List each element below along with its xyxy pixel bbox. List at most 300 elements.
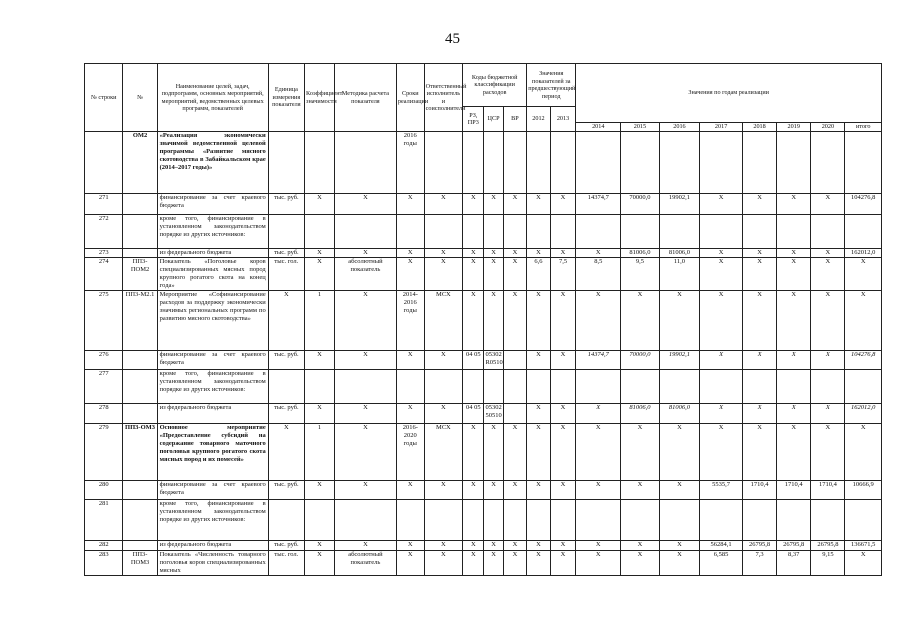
cell-year-value: X: [700, 404, 743, 424]
cell-method: X: [334, 541, 396, 551]
cell-year-value: X: [527, 551, 551, 576]
cell-year-value: X: [576, 404, 621, 424]
table-body: [85, 132, 882, 576]
cell-year-value: [621, 370, 659, 404]
cell-year-value: 26795,8: [777, 541, 811, 551]
table-row: [85, 424, 882, 481]
cell-method: [334, 500, 396, 541]
cell-year-value: X: [742, 424, 776, 481]
cell-row-no: 283: [85, 551, 123, 576]
cell-rz: [463, 370, 484, 404]
cell-term: [396, 215, 424, 249]
cell-code: [123, 481, 157, 500]
table-row: [85, 404, 882, 424]
header-name: Наименование целей, задач, подпрограмм, основных мероприятий, мероприятий, ведомственных целевых программ, показателей: [157, 64, 268, 132]
table-row: [85, 291, 882, 351]
cell-vr: [503, 500, 527, 541]
cell-coef: X: [305, 351, 335, 370]
cell-method: абсолютный показатель: [334, 258, 396, 291]
cell-rz: [463, 132, 484, 194]
cell-responsible: [424, 215, 462, 249]
cell-csr: X: [484, 424, 503, 481]
cell-csr: X: [484, 551, 503, 576]
cell-responsible: [424, 500, 462, 541]
cell-year-value: [527, 370, 551, 404]
header-year: 2014: [576, 123, 621, 132]
cell-year-value: [550, 215, 576, 249]
cell-year-value: X: [527, 404, 551, 424]
cell-year-value: [550, 370, 576, 404]
cell-year-value: [742, 370, 776, 404]
header-term: Сроки реализации: [396, 64, 424, 132]
cell-rz: X: [463, 541, 484, 551]
table-row: [85, 351, 882, 370]
cell-year-value: [742, 215, 776, 249]
cell-name: Мероприятие «Софинансирование расходов за поддержку экономически значимых региональных программ по развитию мясного скотоводства»: [157, 291, 268, 351]
cell-method: абсолютный показатель: [334, 551, 396, 576]
cell-year-value: [811, 370, 845, 404]
cell-term: 2016-2020 годы: [396, 424, 424, 481]
cell-term: [396, 370, 424, 404]
cell-year-value: [576, 132, 621, 194]
cell-year-value: X: [576, 551, 621, 576]
cell-year-value: [621, 500, 659, 541]
table-row: [85, 215, 882, 249]
cell-code: ПП3-ПОМ2: [123, 258, 157, 291]
cell-responsible: [424, 132, 462, 194]
header-year: 2013: [550, 107, 576, 132]
cell-coef: X: [305, 481, 335, 500]
cell-year-value: X: [811, 424, 845, 481]
cell-vr: X: [503, 291, 527, 351]
cell-name: финансирование за счет краевого бюджета: [157, 351, 268, 370]
cell-csr: 05302 50510: [484, 404, 503, 424]
cell-vr: X: [503, 194, 527, 215]
cell-year-value: [659, 370, 700, 404]
cell-method: X: [334, 351, 396, 370]
cell-total: 104276,8: [845, 194, 882, 215]
cell-code: ПП3-ОМ3: [123, 424, 157, 481]
cell-year-value: 14374,7: [576, 351, 621, 370]
cell-total: 104276,8: [845, 351, 882, 370]
table-row: [85, 132, 882, 194]
cell-year-value: X: [777, 194, 811, 215]
cell-code: [123, 249, 157, 258]
header-rz: РЗ, ПР3: [463, 107, 484, 132]
cell-method: [334, 215, 396, 249]
cell-responsible: X: [424, 481, 462, 500]
cell-year-value: X: [811, 194, 845, 215]
cell-vr: X: [503, 551, 527, 576]
cell-vr: [503, 351, 527, 370]
cell-year-value: [700, 132, 743, 194]
cell-year-value: X: [527, 541, 551, 551]
cell-code: [123, 194, 157, 215]
cell-vr: X: [503, 481, 527, 500]
cell-year-value: X: [621, 541, 659, 551]
cell-csr: X: [484, 249, 503, 258]
cell-coef: X: [305, 551, 335, 576]
cell-rz: X: [463, 194, 484, 215]
cell-coef: X: [305, 194, 335, 215]
cell-total: X: [845, 551, 882, 576]
cell-unit: тыс. руб.: [268, 351, 304, 370]
cell-code: [123, 215, 157, 249]
cell-year-value: [527, 132, 551, 194]
cell-year-value: X: [742, 291, 776, 351]
cell-rz: 04 05: [463, 351, 484, 370]
cell-method: X: [334, 424, 396, 481]
cell-year-value: X: [811, 258, 845, 291]
cell-term: X: [396, 551, 424, 576]
cell-responsible: X: [424, 551, 462, 576]
cell-total: [845, 215, 882, 249]
cell-year-value: 6,6: [527, 258, 551, 291]
cell-year-value: X: [659, 541, 700, 551]
cell-year-value: [527, 215, 551, 249]
cell-year-value: X: [550, 551, 576, 576]
cell-year-value: X: [659, 424, 700, 481]
cell-unit: X: [268, 424, 304, 481]
header-vr: ВР: [503, 107, 527, 132]
cell-coef: X: [305, 258, 335, 291]
cell-name: кроме того, финансирование в установленном законодательством порядке из других источников:: [157, 500, 268, 541]
cell-year-value: X: [576, 291, 621, 351]
cell-year-value: [811, 215, 845, 249]
cell-year-value: X: [550, 541, 576, 551]
cell-code: ОМ2: [123, 132, 157, 194]
cell-year-value: X: [527, 481, 551, 500]
header-code: №: [123, 64, 157, 132]
cell-year-value: X: [659, 481, 700, 500]
cell-year-value: [550, 500, 576, 541]
cell-name: финансирование за счет краевого бюджета: [157, 481, 268, 500]
cell-year-value: 11,0: [659, 258, 700, 291]
cell-year-value: X: [700, 258, 743, 291]
cell-year-value: 26795,8: [742, 541, 776, 551]
cell-code: [123, 541, 157, 551]
cell-year-value: X: [700, 424, 743, 481]
cell-year-value: X: [742, 404, 776, 424]
cell-term: X: [396, 351, 424, 370]
page-number: 45: [445, 31, 460, 47]
header-total: итого: [845, 123, 882, 132]
cell-year-value: X: [527, 424, 551, 481]
cell-year-value: X: [550, 291, 576, 351]
cell-year-value: [659, 215, 700, 249]
cell-year-value: [777, 370, 811, 404]
cell-vr: X: [503, 258, 527, 291]
cell-vr: X: [503, 541, 527, 551]
cell-year-value: X: [659, 291, 700, 351]
cell-rz: X: [463, 258, 484, 291]
cell-responsible: X: [424, 258, 462, 291]
cell-year-value: X: [527, 249, 551, 258]
cell-year-value: X: [550, 249, 576, 258]
cell-total: X: [845, 424, 882, 481]
cell-year-value: [576, 215, 621, 249]
cell-row-no: 281: [85, 500, 123, 541]
cell-year-value: [700, 370, 743, 404]
cell-coef: 1: [305, 424, 335, 481]
cell-term: X: [396, 249, 424, 258]
cell-year-value: 26795,8: [811, 541, 845, 551]
table-row: [85, 370, 882, 404]
cell-vr: [503, 370, 527, 404]
cell-total: 162012,0: [845, 404, 882, 424]
cell-year-value: X: [576, 249, 621, 258]
cell-code: [123, 351, 157, 370]
cell-year-value: X: [700, 291, 743, 351]
cell-year-value: [811, 132, 845, 194]
cell-year-value: [621, 215, 659, 249]
cell-year-value: X: [576, 481, 621, 500]
cell-row-no: 276: [85, 351, 123, 370]
cell-vr: X: [503, 249, 527, 258]
cell-unit: тыс. гол.: [268, 258, 304, 291]
cell-unit: [268, 132, 304, 194]
cell-year-value: [659, 500, 700, 541]
cell-csr: X: [484, 194, 503, 215]
table-row: [85, 551, 882, 576]
cell-term: [396, 500, 424, 541]
cell-year-value: 7,3: [742, 551, 776, 576]
cell-year-value: 81006,0: [659, 249, 700, 258]
cell-coef: 1: [305, 291, 335, 351]
cell-year-value: [576, 370, 621, 404]
cell-term: X: [396, 541, 424, 551]
cell-row-no: 274: [85, 258, 123, 291]
cell-name: финансирование за счет краевого бюджета: [157, 194, 268, 215]
cell-responsible: [424, 370, 462, 404]
cell-rz: X: [463, 249, 484, 258]
cell-year-value: [700, 500, 743, 541]
cell-rz: X: [463, 291, 484, 351]
cell-total: X: [845, 258, 882, 291]
cell-year-value: 70000,0: [621, 194, 659, 215]
cell-name: «Реализация экономически значимой ведомственной целевой программы «Развитие мясного скотоводства в Забайкальском крае (2014–2017 годы)»: [157, 132, 268, 194]
cell-year-value: 56284,1: [700, 541, 743, 551]
cell-row-no: [85, 132, 123, 194]
cell-coef: [305, 215, 335, 249]
table-row: [85, 249, 882, 258]
header-method: Методика расчета показателя: [334, 64, 396, 132]
cell-rz: [463, 500, 484, 541]
header-by-year: Значения по годам реализации: [576, 64, 882, 123]
cell-name: из федерального бюджета: [157, 404, 268, 424]
cell-year-value: X: [777, 249, 811, 258]
cell-unit: тыс. руб.: [268, 249, 304, 258]
cell-year-value: X: [811, 404, 845, 424]
cell-term: X: [396, 194, 424, 215]
cell-year-value: [621, 132, 659, 194]
cell-responsible: X: [424, 541, 462, 551]
cell-name: из федерального бюджета: [157, 541, 268, 551]
cell-year-value: [742, 500, 776, 541]
cell-year-value: [576, 500, 621, 541]
cell-year-value: [527, 500, 551, 541]
cell-unit: [268, 370, 304, 404]
cell-method: [334, 132, 396, 194]
cell-year-value: X: [550, 194, 576, 215]
cell-method: X: [334, 481, 396, 500]
cell-csr: 05302 R0510: [484, 351, 503, 370]
cell-responsible: X: [424, 194, 462, 215]
cell-row-no: 271: [85, 194, 123, 215]
cell-code: [123, 500, 157, 541]
cell-year-value: X: [700, 249, 743, 258]
cell-row-no: 280: [85, 481, 123, 500]
cell-csr: X: [484, 291, 503, 351]
cell-code: ПП3-М2.1: [123, 291, 157, 351]
cell-year-value: X: [700, 351, 743, 370]
header-prev-period: Значения показателей за предшествующий период: [527, 64, 576, 107]
cell-term: X: [396, 258, 424, 291]
cell-coef: [305, 500, 335, 541]
cell-row-no: 275: [85, 291, 123, 351]
cell-term: 2016 годы: [396, 132, 424, 194]
cell-year-value: X: [621, 424, 659, 481]
cell-method: X: [334, 194, 396, 215]
cell-year-value: X: [550, 481, 576, 500]
cell-responsible: МСХ: [424, 424, 462, 481]
table-row: [85, 481, 882, 500]
cell-year-value: X: [576, 541, 621, 551]
cell-year-value: X: [742, 351, 776, 370]
cell-vr: [503, 215, 527, 249]
cell-year-value: 8,5: [576, 258, 621, 291]
table-row: [85, 500, 882, 541]
cell-name: из федерального бюджета: [157, 249, 268, 258]
cell-method: X: [334, 291, 396, 351]
cell-total: 162012,0: [845, 249, 882, 258]
cell-year-value: X: [811, 249, 845, 258]
cell-csr: X: [484, 481, 503, 500]
cell-total: X: [845, 291, 882, 351]
cell-year-value: 1710,4: [811, 481, 845, 500]
header-year: 2018: [742, 123, 776, 132]
cell-coef: [305, 370, 335, 404]
cell-row-no: 279: [85, 424, 123, 481]
cell-rz: 04 05: [463, 404, 484, 424]
cell-name: Основное мероприятие «Предоставление субсидий на содержание товарного маточного поголовья крупного рогатого скота мясных пород и их помесей»: [157, 424, 268, 481]
cell-vr: [503, 132, 527, 194]
cell-name: Показатель «Численность товарного поголовья коров специализированных мясных: [157, 551, 268, 576]
indicators-table: [84, 63, 882, 576]
cell-year-value: X: [742, 258, 776, 291]
header-year: 2020: [811, 123, 845, 132]
cell-method: X: [334, 404, 396, 424]
cell-row-no: 273: [85, 249, 123, 258]
cell-csr: [484, 132, 503, 194]
cell-year-value: X: [621, 481, 659, 500]
cell-year-value: 5535,7: [700, 481, 743, 500]
header-responsible: Ответственный исполнитель и соисполнители: [424, 64, 462, 132]
cell-year-value: 1710,4: [742, 481, 776, 500]
cell-responsible: X: [424, 404, 462, 424]
cell-year-value: X: [527, 194, 551, 215]
cell-year-value: X: [659, 551, 700, 576]
header-budget-codes: Коды бюджетной классификации расходов: [463, 64, 527, 107]
header-csr: ЦСР: [484, 107, 503, 132]
cell-method: [334, 370, 396, 404]
header-row-no: № строки: [85, 64, 123, 132]
cell-year-value: X: [777, 404, 811, 424]
cell-year-value: 81006,0: [621, 404, 659, 424]
cell-csr: [484, 215, 503, 249]
cell-row-no: 277: [85, 370, 123, 404]
cell-rz: [463, 215, 484, 249]
cell-year-value: X: [700, 194, 743, 215]
cell-year-value: X: [777, 291, 811, 351]
header-year: 2016: [659, 123, 700, 132]
cell-unit: тыс. гол.: [268, 551, 304, 576]
cell-year-value: [777, 500, 811, 541]
cell-year-value: 9,15: [811, 551, 845, 576]
cell-year-value: X: [550, 351, 576, 370]
cell-unit: тыс. руб.: [268, 194, 304, 215]
cell-year-value: 81006,0: [621, 249, 659, 258]
header-year: 2017: [700, 123, 743, 132]
cell-coef: X: [305, 404, 335, 424]
cell-term: X: [396, 404, 424, 424]
cell-unit: [268, 215, 304, 249]
cell-year-value: 8,37: [777, 551, 811, 576]
cell-method: X: [334, 249, 396, 258]
cell-year-value: X: [576, 424, 621, 481]
header-year: 2015: [621, 123, 659, 132]
cell-code: [123, 370, 157, 404]
cell-year-value: X: [621, 291, 659, 351]
header-year: 2012: [527, 107, 551, 132]
header-year: 2019: [777, 123, 811, 132]
cell-year-value: X: [742, 249, 776, 258]
cell-year-value: [742, 132, 776, 194]
cell-rz: X: [463, 424, 484, 481]
cell-year-value: X: [777, 351, 811, 370]
cell-year-value: 19902,1: [659, 194, 700, 215]
cell-responsible: X: [424, 351, 462, 370]
table-row: [85, 541, 882, 551]
cell-year-value: 14374,7: [576, 194, 621, 215]
cell-year-value: [777, 132, 811, 194]
cell-csr: X: [484, 258, 503, 291]
cell-name: Показатель «Поголовье коров специализированных мясных пород крупного рогатого скота на конец года»: [157, 258, 268, 291]
cell-unit: тыс. руб.: [268, 481, 304, 500]
cell-year-value: 7,5: [550, 258, 576, 291]
cell-total: [845, 500, 882, 541]
cell-year-value: X: [742, 194, 776, 215]
cell-name: кроме того, финансирование в установленном законодательством порядке из других источников:: [157, 370, 268, 404]
cell-vr: [503, 404, 527, 424]
cell-code: ПП3-ПОМ3: [123, 551, 157, 576]
cell-year-value: X: [550, 424, 576, 481]
cell-year-value: [700, 215, 743, 249]
cell-name: кроме того, финансирование в установленном законодательством порядке из других источников:: [157, 215, 268, 249]
cell-csr: [484, 500, 503, 541]
cell-year-value: 81006,0: [659, 404, 700, 424]
cell-year-value: X: [811, 291, 845, 351]
cell-coef: [305, 132, 335, 194]
cell-unit: тыс. руб.: [268, 404, 304, 424]
cell-unit: X: [268, 291, 304, 351]
cell-total: [845, 132, 882, 194]
cell-term: 2014-2016 годы: [396, 291, 424, 351]
cell-year-value: X: [777, 258, 811, 291]
cell-year-value: [659, 132, 700, 194]
cell-year-value: X: [527, 291, 551, 351]
cell-coef: X: [305, 541, 335, 551]
